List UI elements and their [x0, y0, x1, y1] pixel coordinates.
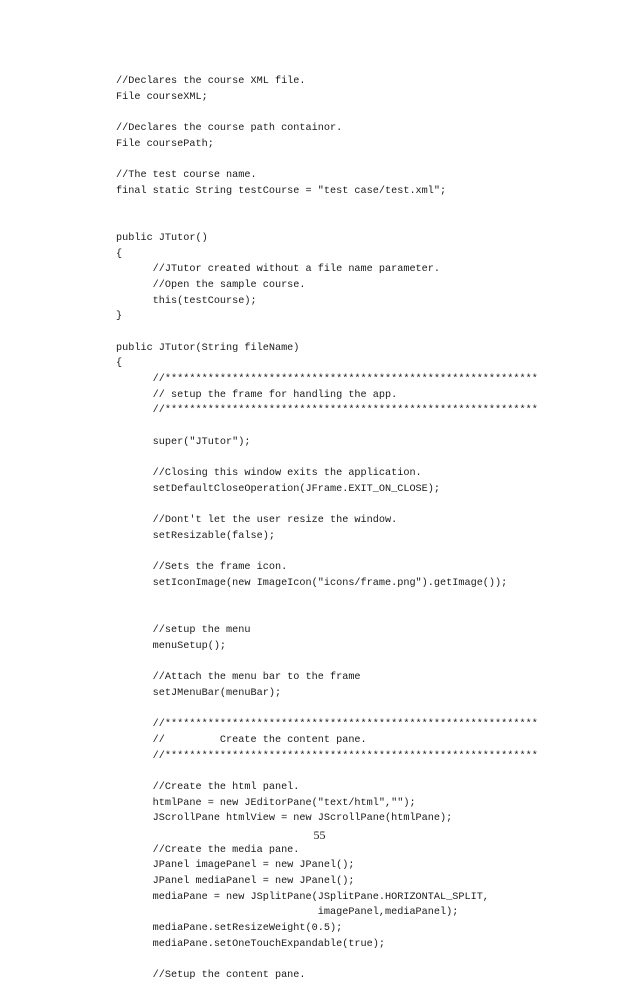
blank-line — [116, 498, 576, 514]
code-line: mediaPane.setResizeWeight(0.5); — [116, 923, 343, 935]
code-line: mediaPane.setOneTouchExpandable(true); — [116, 938, 385, 950]
blank-line — [116, 592, 576, 608]
code-line: setIconImage(new ImageIcon("icons/frame.png").getImage()); — [116, 578, 508, 589]
blank-line — [116, 702, 576, 718]
code-listing — [116, 74, 576, 984]
code-line: super("JTutor"); — [116, 436, 251, 448]
code-line: //Create the media pane. — [116, 844, 300, 856]
code-line: setJMenuBar(menuBar); — [116, 687, 282, 699]
blank-line — [116, 607, 576, 623]
code-line: htmlPane = new JEditorPane("text/html",""); — [116, 797, 416, 809]
blank-line — [116, 953, 576, 969]
blank-line — [116, 419, 576, 435]
code-line: //Closing this window exits the application. — [116, 468, 422, 480]
code-line: //The test course name. — [116, 170, 257, 182]
code-line: imagePanel,mediaPanel); — [116, 907, 459, 919]
code-line: //Declares the course path containor. — [116, 123, 343, 135]
page-number: 55 — [313, 828, 326, 842]
code-line: JScrollPane htmlView = new JScrollPane(htmlPane); — [116, 813, 453, 825]
code-line: JPanel mediaPanel = new JPanel(); — [116, 876, 355, 888]
code-line: //Open the sample course. — [116, 279, 306, 291]
code-line: //Attach the menu bar to the frame — [116, 672, 361, 684]
code-line: this(testCourse); — [116, 295, 257, 307]
blank-line — [116, 215, 576, 231]
code-line: //JTutor created without a file name parameter. — [116, 264, 441, 276]
code-line: setResizable(false); — [116, 530, 275, 542]
blank-line — [116, 764, 576, 780]
blank-line — [116, 152, 576, 168]
code-line: File courseXML; — [116, 91, 208, 103]
code-line: //setup the menu — [116, 625, 251, 637]
code-line: //Dont't let the user resize the window. — [116, 515, 398, 527]
code-line: } — [116, 311, 123, 323]
blank-line — [116, 451, 576, 467]
code-line: // Create the content pane. — [116, 734, 367, 746]
code-line: //************************************************************* — [116, 374, 538, 386]
code-line: setDefaultCloseOperation(JFrame.EXIT_ON_CLOSE); — [116, 483, 441, 495]
blank-line — [116, 200, 576, 216]
blank-line — [116, 105, 576, 121]
code-line: //************************************************************* — [116, 719, 538, 731]
code-line: JPanel imagePanel = new JPanel(); — [116, 860, 355, 872]
code-line: //Setup the content pane. — [116, 970, 306, 982]
code-line: //************************************************************* — [116, 750, 538, 762]
code-line: mediaPane = new JSplitPane(JSplitPane.HORIZONTAL_SPLIT, — [116, 891, 489, 903]
code-line: // setup the frame for handling the app. — [116, 389, 398, 401]
code-line: public JTutor(String fileName) — [116, 342, 300, 354]
code-line: //************************************************************* — [116, 405, 538, 417]
code-line: menuSetup(); — [116, 640, 227, 652]
code-line: final static String testCourse = "test case/test.xml"; — [116, 185, 447, 197]
code-line: { — [116, 358, 123, 370]
code-line: { — [116, 248, 123, 260]
blank-line — [116, 545, 576, 561]
code-line: //Create the html panel. — [116, 781, 300, 793]
blank-line — [116, 325, 576, 341]
code-line: File coursePath; — [116, 138, 214, 150]
code-line: //Declares the course XML file. — [116, 76, 306, 87]
code-line: //Sets the frame icon. — [116, 562, 288, 574]
code-line: public JTutor() — [116, 232, 208, 244]
blank-line — [116, 654, 576, 670]
